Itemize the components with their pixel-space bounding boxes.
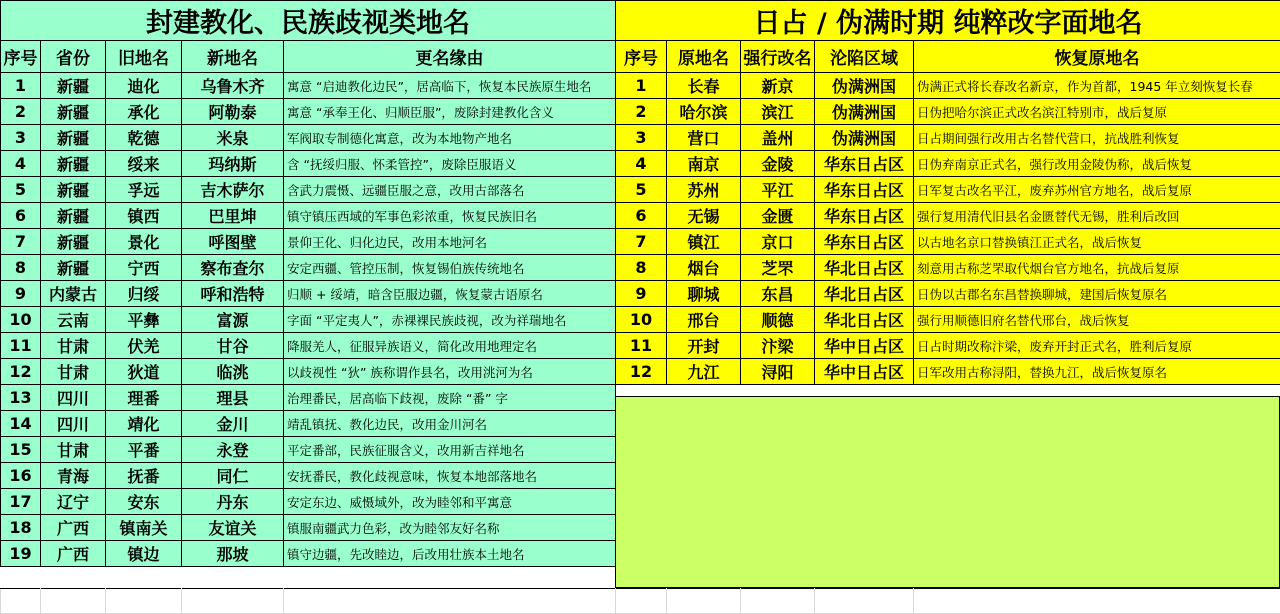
- right-cell-index[interactable]: 2: [616, 99, 667, 125]
- right-cell-original-name[interactable]: 九江: [667, 359, 741, 385]
- right-header-original-name: 原地名: [667, 41, 741, 73]
- left-cell-index[interactable]: 16: [1, 463, 41, 489]
- left-cell-new-name[interactable]: 玛纳斯: [182, 151, 284, 177]
- left-header-index: 序号: [1, 41, 41, 73]
- right-cell-restored-name[interactable]: 日伪以古郡名东昌替换聊城，建国后恢复原名: [914, 281, 1280, 307]
- left-cell-index[interactable]: 19: [1, 541, 41, 567]
- left-cell-reason[interactable]: 镇守镇压西域的军事色彩浓重，恢复民族旧名: [284, 203, 616, 229]
- right-cell-original-name[interactable]: 苏州: [667, 177, 741, 203]
- table-row: [1, 281, 616, 307]
- right-cell-occupied-region[interactable]: 华北日占区: [815, 307, 914, 333]
- left-cell-reason[interactable]: 安定东边、威慑域外，改为睦邻和平寓意: [284, 489, 616, 515]
- left-header-old-name: 旧地名: [106, 41, 182, 73]
- left-table: [0, 0, 616, 567]
- left-cell-province[interactable]: 新疆: [41, 255, 106, 281]
- left-cell-reason[interactable]: 军阀取专制德化寓意，改为本地物产地名: [284, 125, 616, 151]
- right-header-occupied-region: 沦陷区域: [815, 41, 914, 73]
- left-cell-reason[interactable]: 含 “抚绥归服、怀柔管控”，废除臣服语义: [284, 151, 616, 177]
- table-row: [616, 99, 1280, 125]
- left-cell-old-name[interactable]: 平彝: [106, 307, 182, 333]
- table-row: [1, 255, 616, 281]
- table-row: [1, 151, 616, 177]
- left-cell-index[interactable]: 14: [1, 411, 41, 437]
- right-cell-index[interactable]: 10: [616, 307, 667, 333]
- table-row: [616, 307, 1280, 333]
- right-cell-original-name[interactable]: 营口: [667, 125, 741, 151]
- left-cell-old-name[interactable]: 乾德: [106, 125, 182, 151]
- left-cell-new-name[interactable]: 金川: [182, 411, 284, 437]
- right-cell-forced-name[interactable]: 金匮: [741, 203, 815, 229]
- left-cell-new-name[interactable]: 吉木萨尔: [182, 177, 284, 203]
- right-cell-restored-name[interactable]: 以古地名京口替换镇江正式名，战后恢复: [914, 229, 1280, 255]
- right-cell-restored-name[interactable]: 刻意用古称芝罘取代烟台官方地名，抗战后复原: [914, 255, 1280, 281]
- table-row: [616, 281, 1280, 307]
- right-cell-restored-name[interactable]: 日军复古改名平江，废弃苏州官方地名，战后复原: [914, 177, 1280, 203]
- right-cell-forced-name[interactable]: 金陵: [741, 151, 815, 177]
- right-table: [615, 0, 1280, 385]
- table-row: [616, 229, 1280, 255]
- right-cell-occupied-region[interactable]: 华东日占区: [815, 177, 914, 203]
- left-cell-index[interactable]: 13: [1, 385, 41, 411]
- right-cell-original-name[interactable]: 邢台: [667, 307, 741, 333]
- right-cell-original-name[interactable]: 哈尔滨: [667, 99, 741, 125]
- left-cell-index[interactable]: 8: [1, 255, 41, 281]
- left-cell-province[interactable]: 辽宁: [41, 489, 106, 515]
- left-cell-province[interactable]: 新疆: [41, 99, 106, 125]
- right-cell-restored-name[interactable]: 日占时期改称汴梁，废弃开封正式名，胜利后复原: [914, 333, 1280, 359]
- left-cell-province[interactable]: 四川: [41, 385, 106, 411]
- left-cell-index[interactable]: 10: [1, 307, 41, 333]
- table-row: [616, 177, 1280, 203]
- right-cell-occupied-region[interactable]: 华东日占区: [815, 203, 914, 229]
- left-cell-index[interactable]: 17: [1, 489, 41, 515]
- table-row: [1, 307, 616, 333]
- right-cell-index[interactable]: 7: [616, 229, 667, 255]
- right-cell-restored-name[interactable]: 日伪把哈尔滨正式改名滨江特别市，战后复原: [914, 99, 1280, 125]
- left-table-title: 封建教化、民族歧视类地名: [1, 1, 616, 41]
- left-cell-index[interactable]: 3: [1, 125, 41, 151]
- left-cell-province[interactable]: 新疆: [41, 177, 106, 203]
- right-cell-index[interactable]: 5: [616, 177, 667, 203]
- left-cell-old-name[interactable]: 平番: [106, 437, 182, 463]
- left-cell-old-name[interactable]: 靖化: [106, 411, 182, 437]
- right-cell-index[interactable]: 9: [616, 281, 667, 307]
- left-cell-index[interactable]: 1: [1, 73, 41, 99]
- right-cell-index[interactable]: 1: [616, 73, 667, 99]
- right-cell-index[interactable]: 11: [616, 333, 667, 359]
- left-cell-index[interactable]: 11: [1, 333, 41, 359]
- empty-cell[interactable]: [1, 589, 41, 614]
- left-cell-province[interactable]: 甘肃: [41, 333, 106, 359]
- left-cell-reason[interactable]: 寓意 “启迪教化边民”，居高临下，恢复本民族原生地名: [284, 73, 616, 99]
- table-row: [1, 73, 616, 99]
- left-cell-old-name[interactable]: 孚远: [106, 177, 182, 203]
- right-cell-restored-name[interactable]: 日军改用古称浔阳，替换九江，战后恢复原名: [914, 359, 1280, 385]
- empty-cell[interactable]: [182, 589, 284, 614]
- left-cell-reason[interactable]: 寓意 “承奉王化、归顺臣服”，废除封建教化含义: [284, 99, 616, 125]
- right-panel: [615, 0, 1280, 385]
- empty-cell[interactable]: [815, 589, 914, 614]
- left-cell-new-name[interactable]: 丹东: [182, 489, 284, 515]
- right-header-restored-name: 恢复原地名: [914, 41, 1280, 73]
- table-row: [1, 359, 616, 385]
- right-cell-restored-name[interactable]: 强行用顺德旧府名替代邢台，战后恢复: [914, 307, 1280, 333]
- left-header-new-name: 新地名: [182, 41, 284, 73]
- empty-cell[interactable]: [41, 589, 106, 614]
- empty-cell[interactable]: [667, 589, 741, 614]
- left-cell-reason[interactable]: 降服羌人，征服异族语义，简化改用地理定名: [284, 333, 616, 359]
- right-cell-index[interactable]: 3: [616, 125, 667, 151]
- left-cell-old-name[interactable]: 宁西: [106, 255, 182, 281]
- table-row: [616, 203, 1280, 229]
- left-cell-reason[interactable]: 安定西疆、管控压制，恢复锡伯族传统地名: [284, 255, 616, 281]
- table-row: [1, 463, 616, 489]
- table-row: [1, 99, 616, 125]
- table-row: [1, 229, 616, 255]
- right-cell-index[interactable]: 12: [616, 359, 667, 385]
- empty-cell[interactable]: [106, 589, 182, 614]
- right-cell-restored-name[interactable]: 强行复用清代旧县名金匮替代无锡，胜利后改回: [914, 203, 1280, 229]
- right-cell-forced-name[interactable]: 东昌: [741, 281, 815, 307]
- left-cell-province[interactable]: 新疆: [41, 151, 106, 177]
- left-cell-new-name[interactable]: 那坡: [182, 541, 284, 567]
- left-cell-old-name[interactable]: 绥来: [106, 151, 182, 177]
- left-cell-reason[interactable]: 字面 “平定夷人”，赤裸裸民族歧视，改为祥瑞地名: [284, 307, 616, 333]
- right-cell-original-name[interactable]: 无锡: [667, 203, 741, 229]
- left-cell-reason[interactable]: 景仰王化、归化边民，改用本地河名: [284, 229, 616, 255]
- right-cell-occupied-region[interactable]: 华北日占区: [815, 255, 914, 281]
- right-cell-occupied-region[interactable]: 伪满洲国: [815, 99, 914, 125]
- left-cell-old-name[interactable]: 安东: [106, 489, 182, 515]
- empty-grid-row: [0, 588, 1280, 614]
- right-cell-occupied-region[interactable]: 伪满洲国: [815, 73, 914, 99]
- right-cell-original-name[interactable]: 烟台: [667, 255, 741, 281]
- left-cell-new-name[interactable]: 永登: [182, 437, 284, 463]
- left-cell-province[interactable]: 四川: [41, 411, 106, 437]
- left-cell-old-name[interactable]: 狄道: [106, 359, 182, 385]
- right-cell-original-name[interactable]: 镇江: [667, 229, 741, 255]
- left-cell-old-name[interactable]: 承化: [106, 99, 182, 125]
- left-cell-province[interactable]: 青海: [41, 463, 106, 489]
- left-cell-new-name[interactable]: 呼图壁: [182, 229, 284, 255]
- left-cell-new-name[interactable]: 甘谷: [182, 333, 284, 359]
- left-cell-new-name[interactable]: 临洮: [182, 359, 284, 385]
- right-cell-occupied-region[interactable]: 华东日占区: [815, 229, 914, 255]
- left-cell-reason[interactable]: 以歧视性 “狄” 族称谓作县名，改用洮河为名: [284, 359, 616, 385]
- empty-cell[interactable]: [616, 589, 667, 614]
- right-cell-original-name[interactable]: 南京: [667, 151, 741, 177]
- left-cell-reason[interactable]: 镇服南疆武力色彩，改为睦邻友好名称: [284, 515, 616, 541]
- empty-cell[interactable]: [284, 589, 616, 614]
- left-cell-province[interactable]: 云南: [41, 307, 106, 333]
- table-row: [1, 385, 616, 411]
- left-cell-new-name[interactable]: 同仁: [182, 463, 284, 489]
- right-cell-index[interactable]: 4: [616, 151, 667, 177]
- right-header-forced-name: 强行改名: [741, 41, 815, 73]
- left-cell-new-name[interactable]: 阿勒泰: [182, 99, 284, 125]
- right-cell-original-name[interactable]: 聊城: [667, 281, 741, 307]
- table-row: [616, 333, 1280, 359]
- right-cell-occupied-region[interactable]: 华中日占区: [815, 359, 914, 385]
- right-cell-occupied-region[interactable]: 伪满洲国: [815, 125, 914, 151]
- left-cell-province[interactable]: 新疆: [41, 203, 106, 229]
- left-cell-index[interactable]: 15: [1, 437, 41, 463]
- right-header-index: 序号: [616, 41, 667, 73]
- left-cell-index[interactable]: 9: [1, 281, 41, 307]
- right-cell-original-name[interactable]: 开封: [667, 333, 741, 359]
- left-cell-new-name[interactable]: 乌鲁木齐: [182, 73, 284, 99]
- right-cell-forced-name[interactable]: 新京: [741, 73, 815, 99]
- left-cell-old-name[interactable]: 理番: [106, 385, 182, 411]
- left-cell-province[interactable]: 新疆: [41, 73, 106, 99]
- table-row: [1, 515, 616, 541]
- left-panel: [0, 0, 615, 567]
- left-cell-index[interactable]: 12: [1, 359, 41, 385]
- left-cell-province[interactable]: 广西: [41, 541, 106, 567]
- table-row: [616, 125, 1280, 151]
- right-cell-forced-name[interactable]: 滨江: [741, 99, 815, 125]
- right-cell-forced-name[interactable]: 京口: [741, 229, 815, 255]
- right-cell-forced-name[interactable]: 芝罘: [741, 255, 815, 281]
- left-cell-province[interactable]: 新疆: [41, 125, 106, 151]
- table-row: [1, 125, 616, 151]
- left-cell-province[interactable]: 甘肃: [41, 437, 106, 463]
- table-row: [1, 541, 616, 567]
- left-cell-new-name[interactable]: 察布查尔: [182, 255, 284, 281]
- left-cell-index[interactable]: 4: [1, 151, 41, 177]
- right-cell-restored-name[interactable]: 日伪弃南京正式名，强行改用金陵伪称，战后恢复: [914, 151, 1280, 177]
- table-row: [1, 437, 616, 463]
- right-table-title: 日占 / 伪满时期 纯粹改字面地名: [616, 1, 1280, 41]
- right-cell-occupied-region[interactable]: 华东日占区: [815, 151, 914, 177]
- left-cell-reason[interactable]: 治理番民，居高临下歧视，废除 “番” 字: [284, 385, 616, 411]
- right-cell-occupied-region[interactable]: 华中日占区: [815, 333, 914, 359]
- table-row: [616, 73, 1280, 99]
- empty-cell[interactable]: [914, 589, 1280, 614]
- left-header-province: 省份: [41, 41, 106, 73]
- left-cell-index[interactable]: 2: [1, 99, 41, 125]
- left-cell-index[interactable]: 18: [1, 515, 41, 541]
- left-cell-province[interactable]: 新疆: [41, 229, 106, 255]
- left-cell-index[interactable]: 6: [1, 203, 41, 229]
- left-cell-new-name[interactable]: 友谊关: [182, 515, 284, 541]
- left-cell-province[interactable]: 甘肃: [41, 359, 106, 385]
- left-cell-index[interactable]: 7: [1, 229, 41, 255]
- left-cell-old-name[interactable]: 镇西: [106, 203, 182, 229]
- left-cell-province[interactable]: 广西: [41, 515, 106, 541]
- empty-cell[interactable]: [741, 589, 815, 614]
- right-cell-restored-name[interactable]: 日占期间强行改用古名替代营口，抗战胜利恢复: [914, 125, 1280, 151]
- table-row: [1, 203, 616, 229]
- left-cell-reason[interactable]: 安抚番民，教化歧视意味，恢复本地部落地名: [284, 463, 616, 489]
- left-header-reason: 更名缘由: [284, 41, 616, 73]
- left-cell-new-name[interactable]: 理县: [182, 385, 284, 411]
- left-cell-reason[interactable]: 镇守边疆，先改睦边，后改用壮族本土地名: [284, 541, 616, 567]
- right-cell-forced-name[interactable]: 盖州: [741, 125, 815, 151]
- right-cell-index[interactable]: 6: [616, 203, 667, 229]
- right-cell-forced-name[interactable]: 平江: [741, 177, 815, 203]
- left-cell-reason[interactable]: 归顺 + 绥靖，暗含臣服边疆，恢复蒙古语原名: [284, 281, 616, 307]
- right-cell-forced-name[interactable]: 汴梁: [741, 333, 815, 359]
- left-cell-reason[interactable]: 靖乱镇抚、教化边民，改用金川河名: [284, 411, 616, 437]
- right-empty-filler: [615, 396, 1280, 588]
- right-cell-forced-name[interactable]: 浔阳: [741, 359, 815, 385]
- right-cell-index[interactable]: 8: [616, 255, 667, 281]
- table-row: [1, 489, 616, 515]
- left-cell-new-name[interactable]: 呼和浩特: [182, 281, 284, 307]
- left-cell-old-name[interactable]: 迪化: [106, 73, 182, 99]
- left-cell-old-name[interactable]: 镇边: [106, 541, 182, 567]
- right-cell-forced-name[interactable]: 顺德: [741, 307, 815, 333]
- table-row: [616, 255, 1280, 281]
- left-cell-old-name[interactable]: 景化: [106, 229, 182, 255]
- left-cell-province[interactable]: 内蒙古: [41, 281, 106, 307]
- table-row: [1, 177, 616, 203]
- left-cell-old-name[interactable]: 伏羌: [106, 333, 182, 359]
- left-cell-new-name[interactable]: 米泉: [182, 125, 284, 151]
- right-cell-restored-name[interactable]: 伪满正式将长春改名新京，作为首都，1945 年立刻恢复长春: [914, 73, 1280, 99]
- table-row: [1, 333, 616, 359]
- left-cell-index[interactable]: 5: [1, 177, 41, 203]
- table-row: [1, 411, 616, 437]
- table-row: [616, 359, 1280, 385]
- left-cell-reason[interactable]: 平定番部，民族征服含义，改用新吉祥地名: [284, 437, 616, 463]
- left-cell-old-name[interactable]: 抚番: [106, 463, 182, 489]
- left-cell-new-name[interactable]: 巴里坤: [182, 203, 284, 229]
- right-cell-occupied-region[interactable]: 华北日占区: [815, 281, 914, 307]
- left-cell-reason[interactable]: 含武力震慑、远疆臣服之意，改用古部落名: [284, 177, 616, 203]
- left-cell-old-name[interactable]: 镇南关: [106, 515, 182, 541]
- right-cell-original-name[interactable]: 长春: [667, 73, 741, 99]
- left-cell-old-name[interactable]: 归绥: [106, 281, 182, 307]
- left-cell-new-name[interactable]: 富源: [182, 307, 284, 333]
- table-row: [616, 151, 1280, 177]
